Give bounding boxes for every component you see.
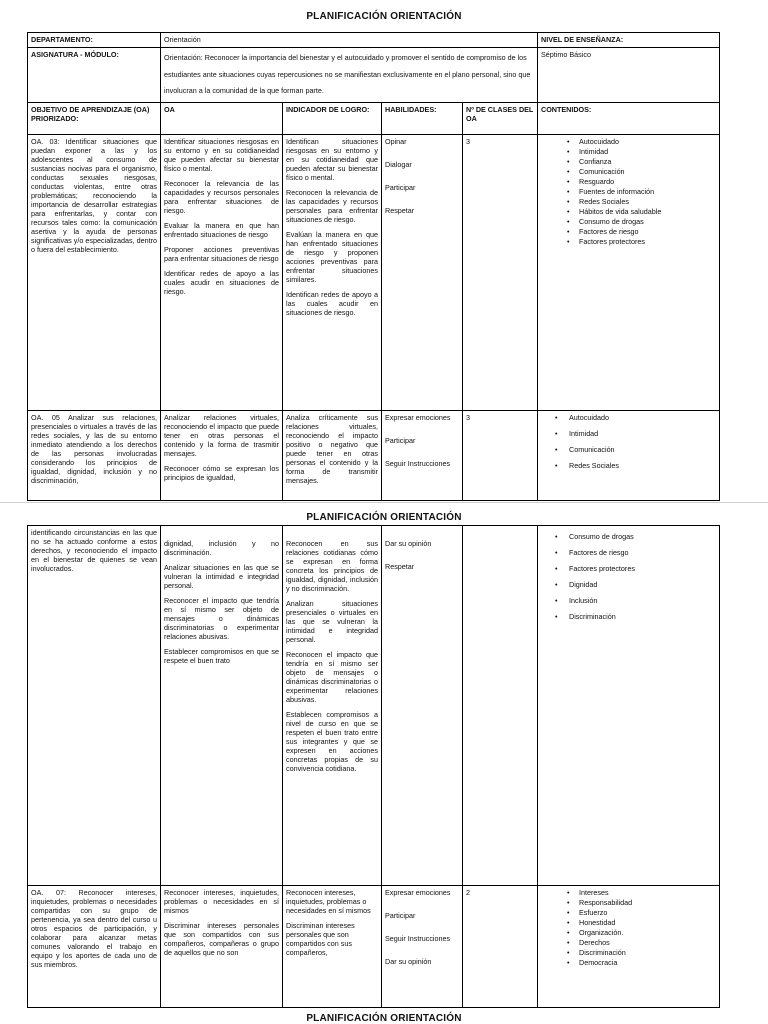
contenido-item: • Redes Sociales	[541, 461, 716, 470]
table-row	[28, 526, 720, 886]
contenido-item: • Redes Sociales	[541, 197, 716, 206]
habilidad-item: Expresar emociones	[385, 412, 451, 422]
objetivo-cell: OA. 07: Reconocer intereses, inquietudes, problemas o necesidades compartidas con su grupo de pertenencia, ya sea dentro del curso u otros espacios de participación, y colaborar para alcanzar metas comunes valorando el trabajo en equipo y los aportes de cada uno de sus miembros.	[28, 886, 161, 1008]
contenido-item: • Comunicación	[541, 167, 716, 176]
oa-item: Analizar relaciones virtuales, reconociendo el impacto que puede tener en otras personas el contenido y la forma de trasmitir mensajes.	[164, 412, 279, 458]
contenido-item: • Intereses	[541, 888, 716, 897]
contenido-item: • Fuentes de información	[541, 187, 716, 196]
nivel-label: NIVEL DE ENSEÑANZA:	[538, 33, 720, 48]
clases-cell: 3	[463, 410, 538, 500]
habilidad-item: Seguir Instrucciones	[385, 458, 451, 468]
contenido-item: • Responsabilidad	[541, 898, 716, 907]
page-separator	[0, 502, 768, 503]
indicador-item: Evalúan la manera en que han enfrentado situaciones de riesgo y proponen acciones preventivas para enfrentar situaciones similares.	[286, 229, 378, 284]
habilidad-item: Respetar	[385, 562, 415, 571]
indicador-item: Analiza críticamente sus relaciones virtuales, reconociendo el impacto positivo o negativo que puede tener en otras personas el contenido y la forma de transmitir mensajes.	[286, 412, 378, 485]
col-header-contenidos: CONTENIDOS:	[538, 102, 720, 134]
contenido-item: • Honestidad	[541, 918, 716, 927]
planning-table-2	[27, 525, 720, 1008]
oa-item: dignidad, inclusión y no discriminación.	[164, 539, 279, 557]
habilidad-item: Respetar	[385, 205, 415, 215]
oa-item: Discriminar intereses personales que son compartidos con sus compañeros, compañeras o grupo de aquellos que no son	[164, 921, 279, 957]
oa-item: Identificar situaciones riesgosas en su entorno y en su cotidianeidad que pueden afectar su bienestar físico o mental.	[164, 136, 279, 173]
page-title: PLANIFICACIÓN ORIENTACIÓN	[306, 1013, 462, 1024]
contenido-item: • Hábitos de vida saludable	[541, 207, 716, 216]
contenido-item: • Esfuerzo	[541, 908, 716, 917]
indicador-item: Reconocen intereses, inquietudes, problemas o necesidades en sí mismos	[286, 888, 371, 915]
contenidos-cell	[538, 134, 720, 410]
oa-item: Proponer acciones preventivas para enfrentar situaciones de riesgo	[164, 244, 279, 263]
contenido-item: • Intimidad	[541, 429, 716, 438]
contenido-item: • Autocuidado	[541, 413, 716, 422]
habilidad-item: Participar	[385, 435, 416, 445]
oa-item: Reconocer intereses, inquietudes, problemas o necesidades en sí mismos	[164, 888, 279, 915]
col-header-indicador: INDICADOR DE LOGRO:	[283, 102, 382, 134]
clases-cell: 3	[463, 134, 538, 410]
table-row	[28, 134, 720, 410]
oa-item: Establecer compromisos en que se respete el buen trato	[164, 647, 279, 665]
contenido-item: • Discriminación	[541, 948, 716, 957]
col-header-habilidades: HABILIDADES:	[382, 102, 463, 134]
habilidades-cell	[382, 410, 463, 500]
nivel-value: Séptimo Básico	[538, 48, 720, 103]
contenido-item: • Factores de riesgo	[541, 227, 716, 236]
departamento-value: Orientación	[161, 33, 538, 48]
col-header-objetivo: OBJETIVO DE APRENDIZAJE (OA) PRIORIZADO:	[28, 102, 161, 134]
departamento-label: DEPARTAMENTO:	[28, 33, 161, 48]
contenido-item: • Autocuidado	[541, 137, 716, 146]
habilidad-item: Seguir Instrucciones	[385, 934, 451, 943]
page-title: PLANIFICACIÓN ORIENTACIÓN	[306, 512, 462, 523]
indicador-item: Identifican redes de apoyo a las cuales acudir en situaciones de riesgo.	[286, 289, 378, 317]
indicador-item: Establecen compromisos a nivel de curso en que se respeten el buen trato entre sus integrantes y que se expresen en acciones concretas propias de su convivencia cotidiana.	[286, 710, 378, 773]
page-title: PLANIFICACIÓN ORIENTACIÓN	[306, 11, 462, 22]
contenidos-cell	[538, 526, 720, 886]
clases-cell	[463, 526, 538, 886]
planning-table-1	[27, 32, 720, 501]
contenido-item: • Organización.	[541, 928, 716, 937]
indicador-cell	[283, 526, 382, 886]
contenido-item: • Democracia	[541, 958, 716, 967]
clases-cell: 2	[463, 886, 538, 1008]
indicador-item: Identifican situaciones riesgosas en su entorno y en su cotidianeidad que pueden afectar su bienestar físico o mental.	[286, 136, 378, 182]
col-header-clases: Nº DE CLASES DEL OA	[463, 102, 538, 134]
oa-cell	[161, 526, 283, 886]
contenido-item: • Comunicación	[541, 445, 716, 454]
contenido-item: • Factores protectores	[541, 564, 716, 573]
asignatura-value: Orientación: Reconocer la importancia del bienestar y el autocuidado y promover el sentido de compromiso de los estudiantes ante situaciones cuyas repercusiones no se manifiestan exclusivamente en el plano personal, sino que involucran a la comunidad de la que forman parte.	[161, 48, 538, 103]
habilidades-cell	[382, 526, 463, 886]
indicador-item: Analizan situaciones presenciales o virtuales en las que se vulneran la intimidad e integridad personal.	[286, 599, 378, 644]
contenido-item: • Resguardo	[541, 177, 716, 186]
habilidad-item: Dar su opinión	[385, 539, 432, 548]
indicador-item: Reconocen en sus relaciones cotidianas cómo se expresan en forma concreta los principios de igualdad, dignidad, inclusión y no discriminación.	[286, 539, 378, 593]
habilidad-item: Expresar emociones	[385, 888, 451, 897]
contenidos-cell	[538, 886, 720, 1008]
oa-item: Evaluar la manera en que han enfrentado situaciones de riesgo	[164, 220, 279, 239]
contenidos-cell	[538, 410, 720, 500]
indicador-item: Reconocen la relevancia de las capacidades y recursos personales para enfrentar situaciones de riesgo.	[286, 187, 378, 224]
indicador-cell	[283, 134, 382, 410]
habilidad-item: Dialogar	[385, 159, 412, 169]
oa-cell	[161, 134, 283, 410]
habilidad-item: Participar	[385, 911, 416, 920]
contenido-item: • Intimidad	[541, 147, 716, 156]
habilidad-item: Dar su opinión	[385, 957, 432, 966]
indicador-cell	[283, 886, 382, 1008]
table-row	[28, 886, 720, 1008]
asignatura-label: ASIGNATURA - MÓDULO:	[28, 48, 161, 103]
contenido-item: • Consumo de drogas	[541, 532, 716, 541]
oa-cell	[161, 886, 283, 1008]
table-row	[28, 410, 720, 500]
indicador-cell	[283, 410, 382, 500]
contenido-item: • Inclusión	[541, 596, 716, 605]
oa-item: Reconocer cómo se expresan los principios de igualdad,	[164, 463, 279, 482]
habilidades-cell	[382, 886, 463, 1008]
oa-cell	[161, 410, 283, 500]
oa-item: Identificar redes de apoyo a las cuales acudir en situaciones de riesgo.	[164, 268, 279, 296]
indicador-item: Discriminan intereses personales que son compartidos con sus compañeros,	[286, 921, 355, 957]
contenido-item: • Consumo de drogas	[541, 217, 716, 226]
col-header-oa: OA	[161, 102, 283, 134]
objetivo-cell: identificando circunstancias en las que no se ha actuado conforme a estos derechos, y reconociendo el impacto en el bienestar de quienes se vean involucrados.	[28, 526, 161, 886]
indicador-item: Reconocen el impacto que tendría en sí mismo ser objeto de mensajes o dinámicas discriminatorias o experimentar relaciones abusivas.	[286, 650, 378, 704]
habilidades-cell	[382, 134, 463, 410]
objetivo-cell: OA. 03: Identificar situaciones que puedan exponer a las y los adolescentes al consumo de sustancias nocivas para el organismo, conductas sexuales riesgosas, conductas violentas, entre otras problemáticas; reconociendo la importancia de desarrollar estrategias para enfrentarlas, y contar con recursos tales como: la comunicación asertiva y la ayuda de personas significativas y/o especializadas, dentro o fuera del establecimiento.	[28, 134, 161, 410]
habilidad-item: Participar	[385, 182, 416, 192]
contenido-item: • Dignidad	[541, 580, 716, 589]
contenido-item: • Confianza	[541, 157, 716, 166]
oa-item: Analizar situaciones en las que se vulneran la intimidad e integridad personal.	[164, 563, 279, 590]
oa-item: Reconocer el impacto que tendría en sí mismo ser objeto de mensajes o dinámicas discriminatorias o experimentar relaciones abusivas.	[164, 596, 279, 641]
habilidad-item: Opinar	[385, 136, 407, 146]
oa-item: Reconocer la relevancia de las capacidades y recursos personales para enfrentar situaciones de riesgo.	[164, 178, 279, 215]
contenido-item: • Derechos	[541, 938, 716, 947]
contenido-item: • Factores de riesgo	[541, 548, 716, 557]
contenido-item: • Discriminación	[541, 612, 716, 621]
objetivo-cell: OA. 05 Analizar sus relaciones, presenciales o virtuales a través de las redes sociales, y las de su entorno inmediato atendiendo a los derechos de las personas involucradas considerando los principios de igualdad, dignidad, inclusión y no discriminación,	[28, 410, 161, 500]
contenido-item: • Factores protectores	[541, 237, 716, 246]
